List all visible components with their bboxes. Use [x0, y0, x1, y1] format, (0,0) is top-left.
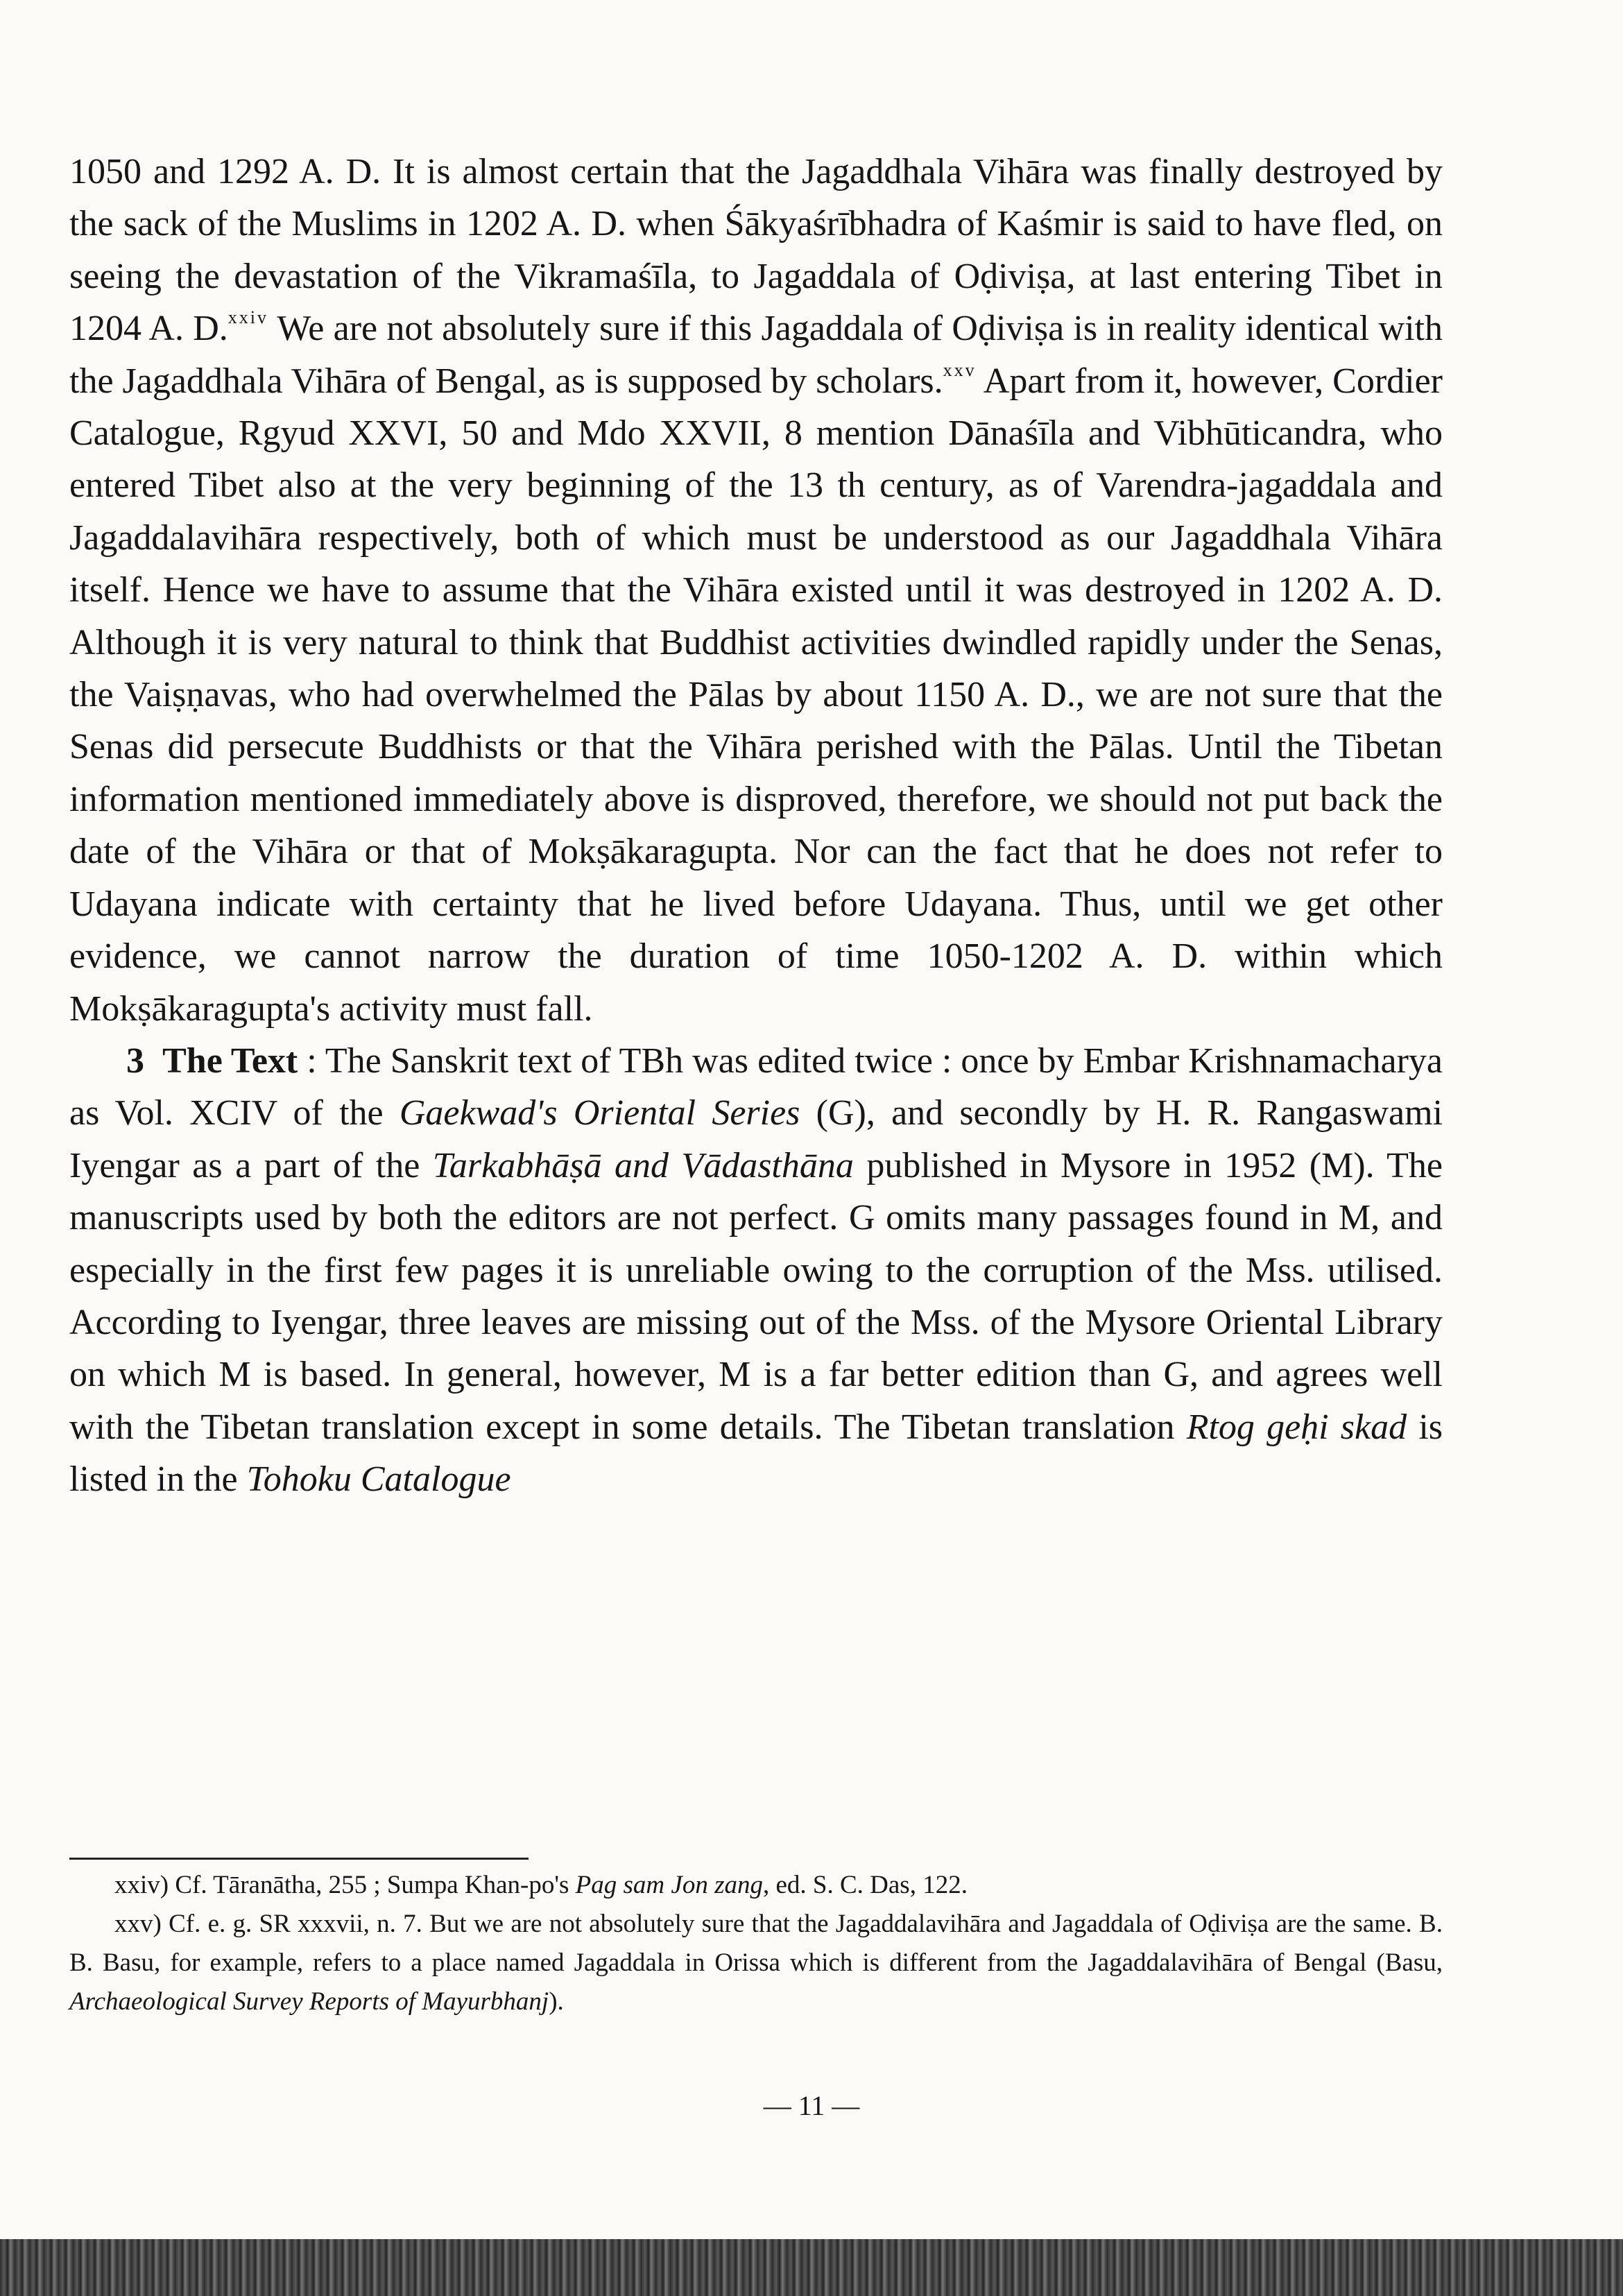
main-text: [69, 146, 1443, 1506]
paragraph-text: 1050 and 1292 A. D. It is almost certain that the Jagaddhala Vihāra was finally destroyed by the sack of the Muslims in 1202 A. D. when Śākyaśrībhadra of Kaśmir is said to have fled, on seeing the devastation of the Vikramaśīla, to Jagaddala of Oḍiviṣa, at last entering Tibet in 1204 A. D.: [69, 152, 1443, 349]
scan-edge-band: [0, 2239, 1623, 2296]
footnote-work-title: Pag sam Jon zang: [575, 1871, 763, 1899]
footnote-ref-xxiv[interactable]: xxiv: [227, 307, 269, 328]
paragraph-the-text: 3 The Text : The Sanskrit text of TBh was edited twice : once by Embar Krishnamacharya as Vol. XCIV of the Gaekwad's Oriental Series (G), and secondly by H. R. Rangaswami Iyengar as a part of the Tarkabhāṣā and Vādasthāna published in Mysore in 1952 (M). The manuscripts used by both the editors are not perfect. G omits many passages found in M, and especially in the first few pages it is unreliable owing to the corruption of the Mss. utilised. According to Iyengar, three leaves are missing out of the Mss. of the Mysore Oriental Library on which M is based. In general, however, M is a far better edition than G, and agrees well with the Tibetan translation except in some details. The Tibetan translation Rtog geḥi skad is listed in the Tohoku Catalogue: [69, 1040, 1443, 1500]
tibetan-title: Rtog geḥi skad: [1186, 1407, 1407, 1447]
footnote-ref-xxv[interactable]: xxv: [943, 359, 977, 380]
footnote-work-title: Archaeological Survey Reports of Mayurbhanj: [69, 1987, 549, 2016]
paragraph-moksakaragupta-date: [69, 146, 1443, 1035]
book-title: Tarkabhāṣā and Vādasthāna: [432, 1145, 854, 1185]
footnote-divider: [69, 1858, 529, 1860]
footnotes: [69, 1866, 1443, 2021]
series-title: Gaekwad's Oriental Series: [399, 1093, 800, 1133]
paragraph-text: Apart from it, however, Cordier Catalogue, Rgyud XXVI, 50 and Mdo XXVII, 8 mention Dānaśīla and Vibhūticandra, who entered Tibet also at the very beginning of the 13 th century, as of Varendra-jagaddala and Jagaddalavihāra respectively, both of which must be understood as our Jagaddhala Vihāra itself. Hence we have to assume that the Vihāra existed until it was destroyed in 1202 A. D. Although it is very natural to think that Buddhist activities dwindled rapidly under the Senas, the Vaiṣṇavas, who had overwhelmed the Pālas by about 1150 A. D., we are not sure that the Senas did persecute Buddhists or that the Vihāra perished with the Pālas. Until the Tibetan information mentioned immediately above is disproved, therefore, we should not put back the date of the Vihāra or that of Mokṣākaragupta. Nor can the fact that he does not refer to Udayana indicate with certainty that he lived before Udayana. Thus, until we get other evidence, we cannot narrow the duration of time 1050-1202 A. D. within which Mokṣākaragupta's activity must fall.: [69, 361, 1443, 1029]
catalogue-title: Tohoku Catalogue: [246, 1459, 511, 1500]
paragraph-text: We are not absolutely sure if this Jagaddala of Oḍiviṣa is in reality identical with the Jagaddhala Vihāra of Bengal, as is supposed by scholars.: [69, 309, 1443, 401]
section-title: The Text: [162, 1040, 298, 1081]
footnote-xxv: xxv) Cf. e. g. SR xxxvii, n. 7. But we are not absolutely sure that the Jagaddalavihāra and Jagaddala of Oḍiviṣa are the same. B. B. Basu, for example, refers to a place named Jagaddala in Orissa which is different from the Jagaddalavihāra of Bengal (Basu, Archaeological Survey Reports of Mayurbhanj).: [69, 1910, 1443, 2016]
section-number: 3: [126, 1040, 144, 1081]
section-heading: [126, 1041, 298, 1081]
footnote-xxiv: xxiv) Cf. Tāranātha, 255 ; Sumpa Khan-po's Pag sam Jon zang, ed. S. C. Das, 122.: [114, 1871, 968, 1899]
page-number: — 11 —: [763, 2090, 860, 2121]
